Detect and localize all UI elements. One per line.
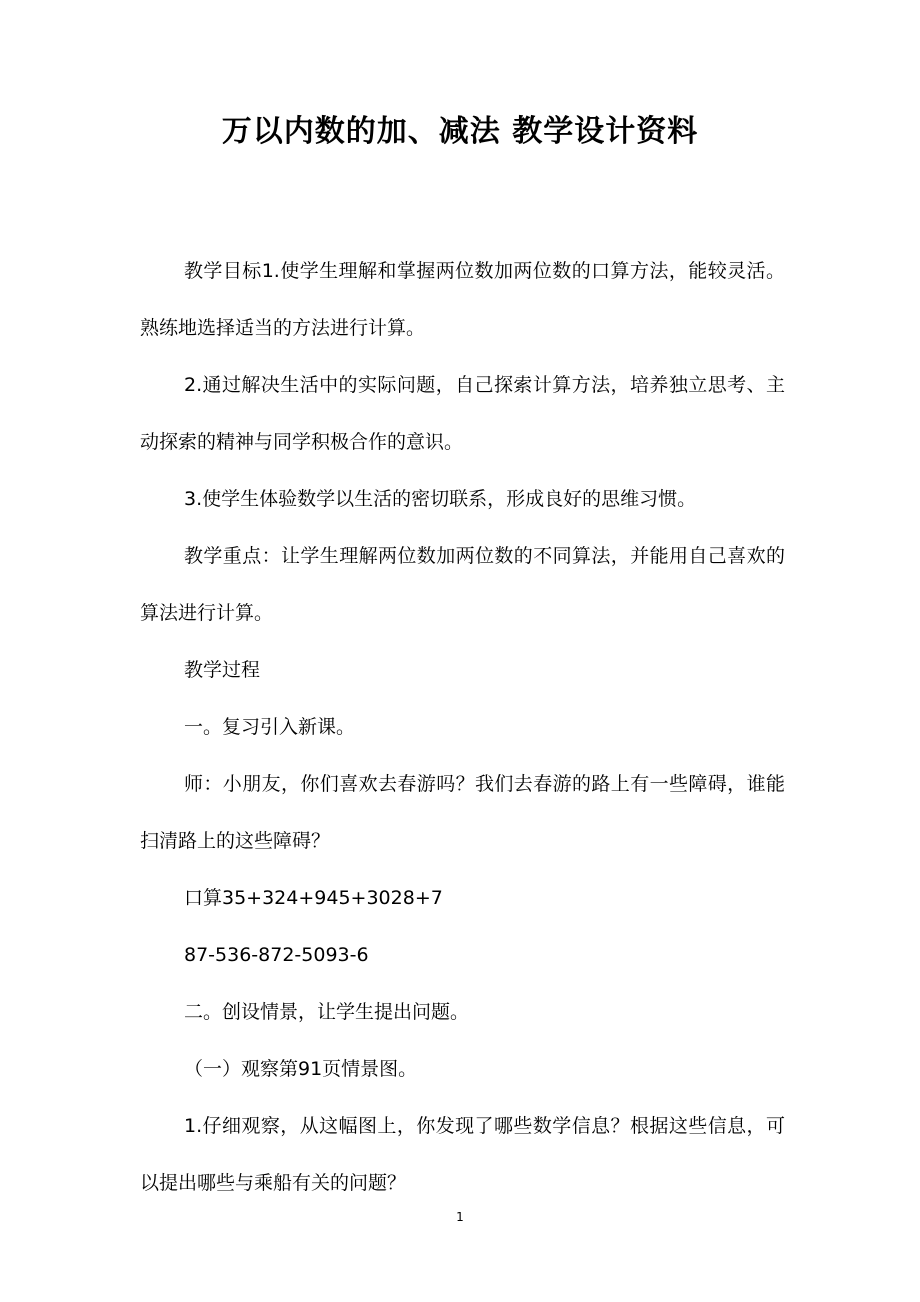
paragraph-oral-calculation: 口算35+324+945+3028+7 bbox=[184, 887, 443, 909]
page-number: 1 bbox=[456, 1210, 464, 1224]
document-body bbox=[140, 243, 785, 1212]
paragraph-teaching-goal-2: 2.通过解决生活中的实际问题，自己探索计算方法，培养独立思考、主动探索的精神与同学积极合作的意识。 bbox=[140, 374, 785, 453]
paragraph-subtraction-list: 87-536-872-5093-6 bbox=[184, 944, 369, 966]
paragraph-teaching-process: 教学过程 bbox=[184, 659, 261, 681]
paragraph-section-two: 二。创设情景，让学生提出问题。 bbox=[184, 1001, 470, 1023]
paragraph-observe-question: 1.仔细观察，从这幅图上，你发现了哪些数学信息？根据这些信息，可以提出哪些与乘船有关的问题？ bbox=[140, 1115, 785, 1194]
paragraph-section-one: 一。复习引入新课。 bbox=[184, 716, 356, 738]
document-title: 万以内数的加、减法 教学设计资料 bbox=[221, 114, 699, 149]
paragraph-teaching-goal-3: 3.使学生体验数学以生活的密切联系，形成良好的思维习惯。 bbox=[184, 488, 697, 510]
paragraph-observe-image: （一）观察第91页情景图。 bbox=[184, 1058, 418, 1080]
paragraph-teaching-focus: 教学重点：让学生理解两位数加两位数的不同算法，并能用自己喜欢的算法进行计算。 bbox=[140, 545, 785, 624]
paragraph-teacher-question: 师：小朋友，你们喜欢去春游吗？我们去春游的路上有一些障碍，谁能扫清路上的这些障碍？ bbox=[140, 773, 785, 852]
paragraph-teaching-goal-1: 教学目标1.使学生理解和掌握两位数加两位数的口算方法，能较灵活。熟练地选择适当的方法进行计算。 bbox=[140, 260, 785, 339]
